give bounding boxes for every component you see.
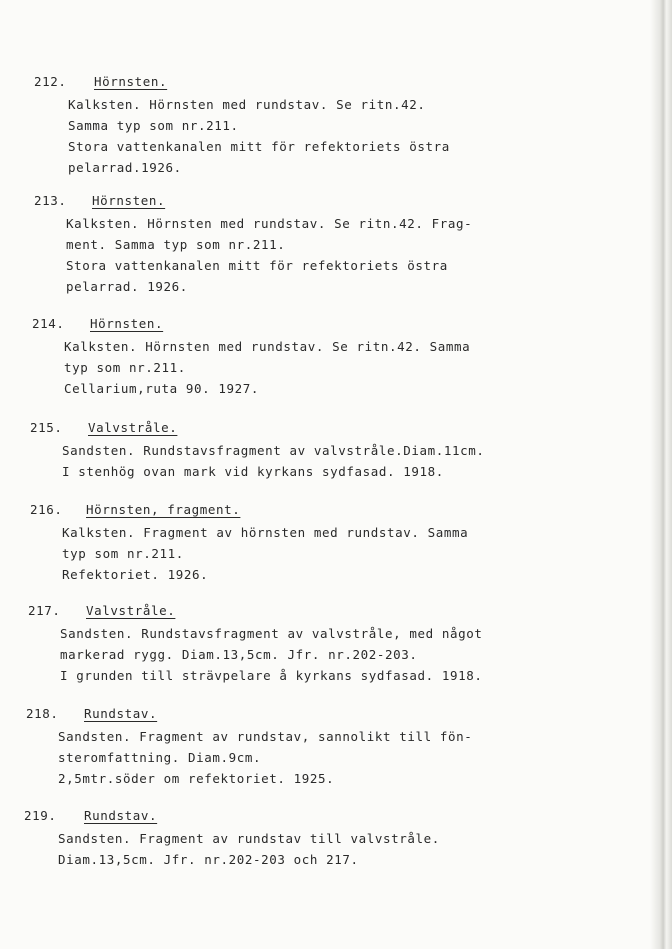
entry-line: ment. Samma typ som nr.211. xyxy=(66,237,286,252)
entry-line: 2,5mtr.söder om refektoriet. 1925. xyxy=(58,771,335,786)
entry-line: pelarrad.1926. xyxy=(68,160,182,175)
entry-line: Samma typ som nr.211. xyxy=(68,118,239,133)
entry-line: Kalksten. Hörnsten med rundstav. Se ritn.42. xyxy=(68,97,426,112)
entry-line: Kalksten. Hörnsten med rundstav. Se ritn.42. Samma xyxy=(64,339,471,354)
entry-number: 217. xyxy=(28,603,61,618)
entry-title: Hörnsten, fragment. xyxy=(86,502,241,517)
entry-title: Rundstav. xyxy=(84,706,158,721)
catalog-entry-218 xyxy=(0,706,640,789)
catalog-entry-217 xyxy=(0,603,640,686)
entry-line: pelarrad. 1926. xyxy=(66,279,188,294)
entry-line: Kalksten. Fragment av hörnsten med rundstav. Samma xyxy=(62,525,469,540)
entry-title: Hörnsten. xyxy=(94,74,168,89)
entry-line: Stora vattenkanalen mitt för refektoriets östra xyxy=(68,139,450,154)
catalog-entry-216 xyxy=(0,502,640,585)
entry-line: typ som nr.211. xyxy=(64,360,186,375)
entry-line: typ som nr.211. xyxy=(62,546,184,561)
entry-line: Sandsten. Rundstavsfragment av valvstråle, med något xyxy=(60,626,483,641)
page-binding-edge xyxy=(650,0,672,949)
entry-line: Kalksten. Hörnsten med rundstav. Se ritn.42. Frag- xyxy=(66,216,473,231)
entry-line: Refektoriet. 1926. xyxy=(62,567,209,582)
catalog-entry-219 xyxy=(0,808,640,870)
catalog-entry-212 xyxy=(0,74,640,178)
entry-number: 216. xyxy=(30,502,63,517)
entry-number: 219. xyxy=(24,808,57,823)
entry-line: I grunden till strävpelare å kyrkans sydfasad. 1918. xyxy=(60,668,483,683)
entry-line: Diam.13,5cm. Jfr. nr.202-203 och 217. xyxy=(58,852,359,867)
entry-number: 213. xyxy=(34,193,67,208)
entry-line: I stenhög ovan mark vid kyrkans sydfasad. 1918. xyxy=(62,464,444,479)
entry-line: Cellarium,ruta 90. 1927. xyxy=(64,381,260,396)
entry-line: steromfattning. Diam.9cm. xyxy=(58,750,262,765)
entry-line: Sandsten. Fragment av rundstav, sannolikt till fön- xyxy=(58,729,473,744)
entry-number: 212. xyxy=(34,74,67,89)
catalog-entry-215 xyxy=(0,420,640,482)
entry-line: Sandsten. Fragment av rundstav till valvstråle. xyxy=(58,831,440,846)
entry-number: 215. xyxy=(30,420,63,435)
entry-title: Rundstav. xyxy=(84,808,158,823)
entry-line: Sandsten. Rundstavsfragment av valvstråle.Diam.11cm. xyxy=(62,443,485,458)
entry-number: 218. xyxy=(26,706,59,721)
entry-title: Hörnsten. xyxy=(90,316,164,331)
entry-number: 214. xyxy=(32,316,65,331)
entry-title: Valvstråle. xyxy=(86,603,176,618)
catalog-entry-213 xyxy=(0,193,640,297)
catalog-entry-214 xyxy=(0,316,640,399)
entry-title: Valvstråle. xyxy=(88,420,178,435)
entry-line: markerad rygg. Diam.13,5cm. Jfr. nr.202-203. xyxy=(60,647,418,662)
entry-title: Hörnsten. xyxy=(92,193,166,208)
entry-line: Stora vattenkanalen mitt för refektoriets östra xyxy=(66,258,448,273)
